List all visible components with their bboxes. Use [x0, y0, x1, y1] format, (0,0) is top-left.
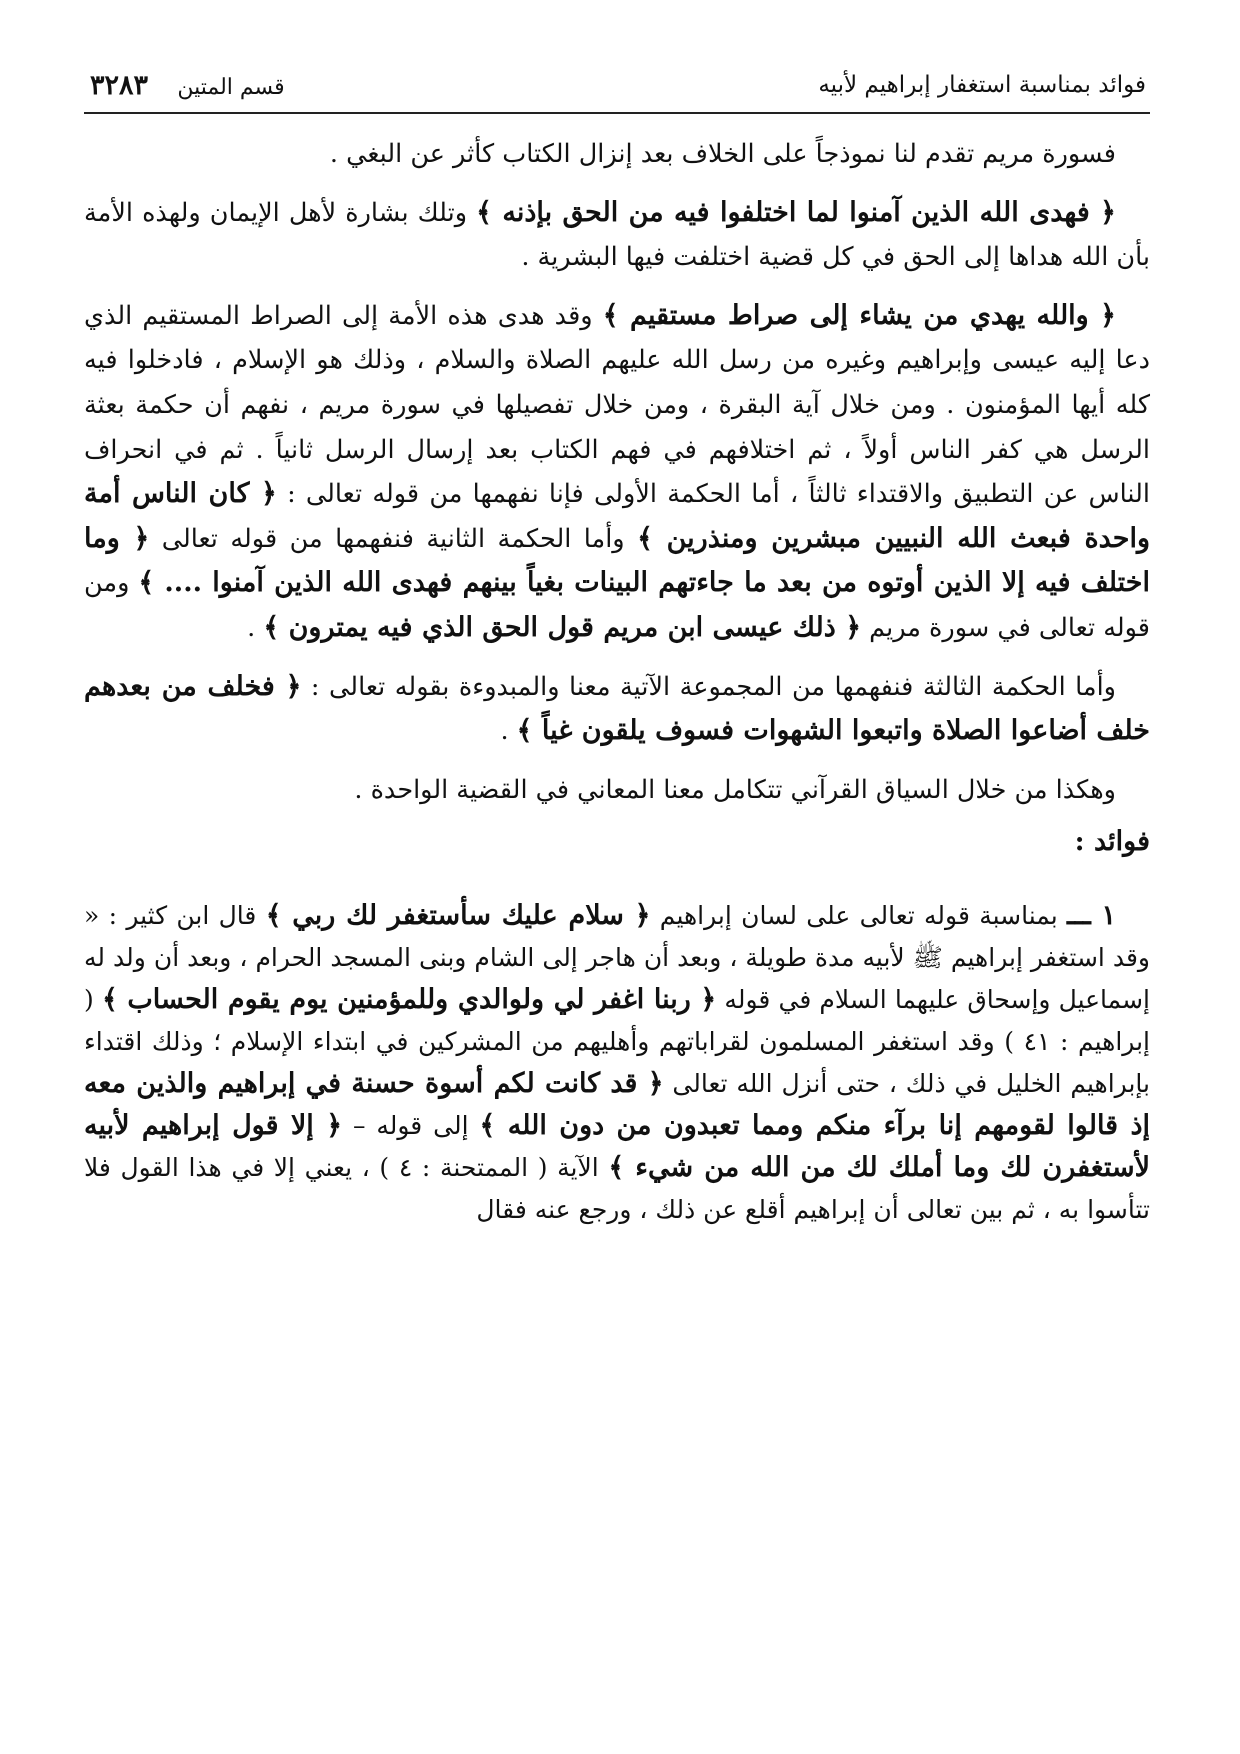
quran-quote: ﴿ إلا قول إبراهيم لأبيه لأستغفرن لك وما أملك لك من الله من شيء ﴾	[84, 1109, 1151, 1183]
benefits-section	[84, 895, 1150, 1231]
paragraph-text: الآية ( الممتحنة : ٤ ) ، يعني إلا في هذا القول فلا تتأسوا به ، ثم بين تعالى أن إبراهيم أقلع عن ذلك ، ورجع عنه فقال	[84, 1152, 1150, 1224]
section-name: قسم المتين	[177, 75, 285, 100]
book-page	[84, 60, 1150, 1720]
paragraph-text: وقد هدى هذه الأمة إلى الصراط المستقيم الذي دعا إليه عيسى وإبراهيم وغيره من رسل الله عليهم الصلاة والسلام ، وذلك هو الإسلام ، فادخلوا فيه كله أيها المؤمنون . ومن خلال آية البقرة ، ومن خلال تفصيلها في سورة مريم ، نفهم أن حكمة بعثة الرسل هي كفر الناس أولاً ، ثم اختلافهم في فهم الكتاب بعد إرسال الرسل ثانياً . ثم في انحراف الناس عن التطبيق والاقتداء ثالثاً ، أما الحكمة الأولى فإنا نفهمها من قوله تعالى :	[84, 300, 1150, 510]
paragraph-text: ( إبراهيم : ٤١ ) وقد استغفر المسلمون لقراباتهم وأهليهم من المشركين في ابتداء الإسلام ؛ وذلك اقتداء بإبراهيم الخليل في ذلك ، حتى أنزل الله تعالى	[84, 984, 1150, 1098]
quran-quote: ﴿ قد كانت لكم أسوة حسنة في إبراهيم والذين معه إذ قالوا لقومهم إنا برآء منكم ومما تعبدون من دون الله ﴾	[84, 1067, 1150, 1141]
paragraph-text: إلى قوله –	[342, 1110, 480, 1140]
paragraph-text: بمناسبة قوله تعالى على لسان إبراهيم	[650, 900, 1067, 930]
chapter-title: فوائد بمناسبة استغفار إبراهيم لأبيه	[818, 72, 1146, 98]
header-left	[90, 70, 285, 101]
paragraph-text: .	[247, 612, 264, 643]
paragraph-text: .	[500, 716, 517, 747]
benefit-1	[84, 895, 1150, 1231]
quran-quote: ﴿ والله يهدي من يشاء إلى صراط مستقيم ﴾	[602, 299, 1116, 331]
main-text	[84, 132, 1150, 865]
paragraph-text: وأما الحكمة الثانية فنفهمها من قوله تعالى	[149, 523, 638, 554]
quran-quote: ﴿ ذلك عيسى ابن مريم قول الحق الذي فيه يمترون ﴾	[263, 611, 862, 643]
paragraph-text: وأما الحكمة الثالثة فنفهمها من المجموعة الآتية معنا والمبدوءة بقوله تعالى :	[301, 671, 1116, 702]
quran-quote: ﴿ فخلف من بعدهم خلف أضاعوا الصلاة واتبعوا الشهوات فسوف يلقون غياً ﴾	[84, 670, 1150, 747]
paragraph-4	[84, 665, 1150, 754]
paragraph-text: قال ابن كثير : « وقد استغفر إبراهيم ﷺ لأبيه مدة طويلة ، وبعد أن هاجر إلى الشام وبنى المسجد الحرام ، وبعد أن ولد له إسماعيل وإسحاق عليهما السلام في قوله	[84, 900, 1151, 1014]
paragraph-5: وهكذا من خلال السياق القرآني تتكامل معنا المعاني في القضية الواحدة .	[354, 774, 1116, 805]
paragraph-1: فسورة مريم تقدم لنا نموذجاً على الخلاف بعد إنزال الكتاب كأثر عن البغي .	[329, 139, 1116, 169]
benefits-heading: فوائد :	[1074, 826, 1150, 858]
paragraph-text: ومن قوله تعالى في سورة مريم	[84, 568, 1150, 643]
paragraph-2	[84, 191, 1150, 280]
paragraph-3	[84, 294, 1150, 651]
paragraph-text: وتلك بشارة لأهل الإيمان ولهذه الأمة بأن الله هداها إلى الحق في كل قضية اختلفت فيها البشرية .	[84, 197, 1150, 273]
quran-quote: ﴿ كان الناس أمة واحدة فبعث الله النبيين مبشرين ومنذرين ﴾	[84, 478, 1150, 554]
quran-quote: ﴿ ربنا اغفر لي ولوالدي وللمؤمنين يوم يقوم الحساب ﴾	[101, 983, 717, 1015]
benefit-number: ١ ـــ	[1067, 899, 1117, 931]
page-number: ٣٢٨٣	[90, 70, 149, 101]
quran-quote: ﴿ وما اختلف فيه إلا الذين أوتوه من بعد ما جاءتهم البينات بغياً بينهم فهدى الله الذين آمنوا .... ﴾	[84, 522, 1150, 599]
quran-quote: ﴿ سلام عليك سأستغفر لك ربي ﴾	[265, 899, 651, 931]
quran-quote: ﴿ فهدى الله الذين آمنوا لما اختلفوا فيه من الحق بإذنه ﴾	[476, 196, 1116, 228]
running-header	[84, 60, 1150, 114]
